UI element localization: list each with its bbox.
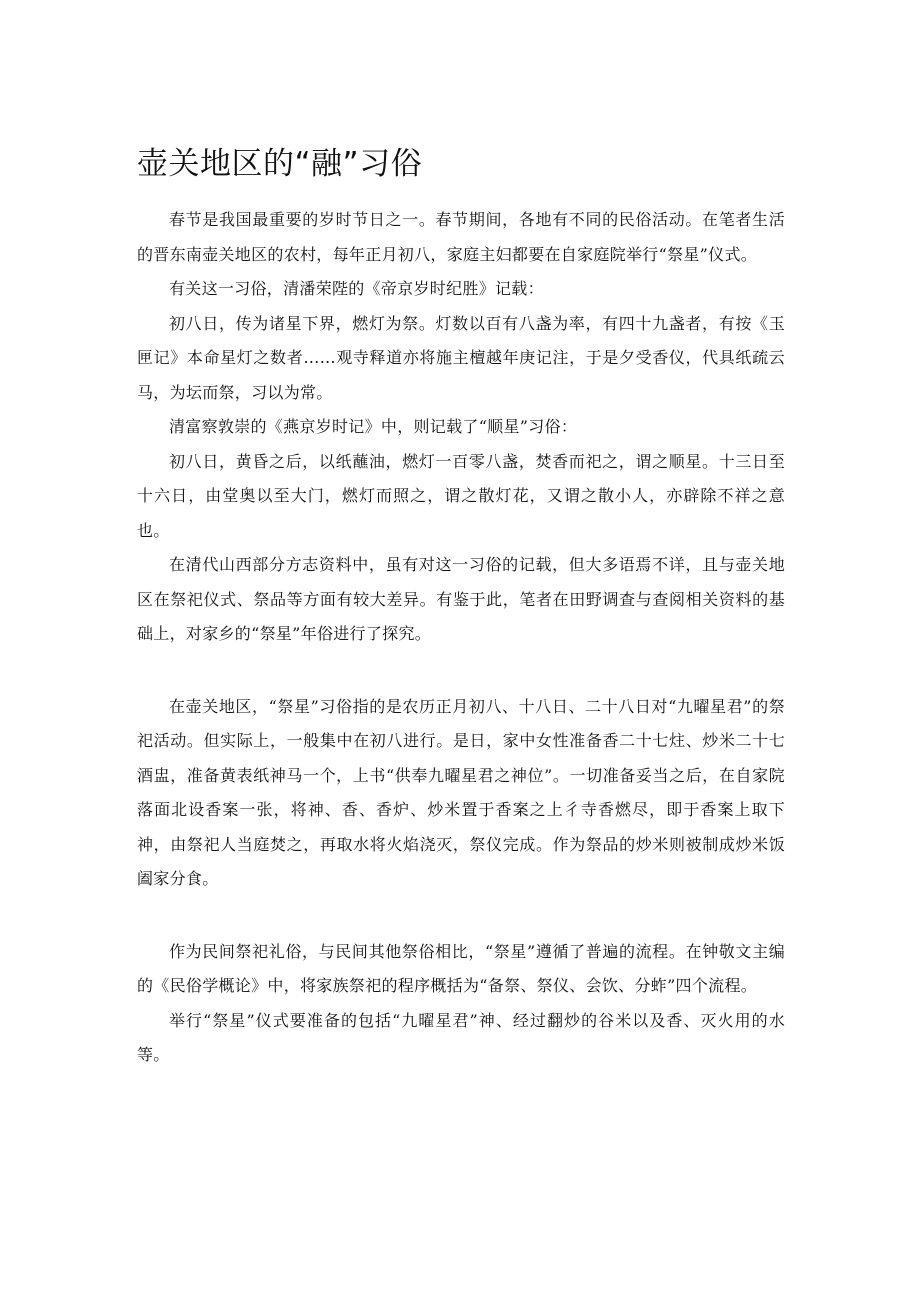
document-body — [137, 203, 785, 1073]
paragraph-4: 清富察敦崇的《燕京岁时记》中，则记载了“顺星”习俗： — [169, 417, 578, 436]
paragraph-1: 春节是我国最重要的岁时节日之一。春节期间，各地有不同的民俗活动。在笔者生活的晋东南壶关地区的农村，每年正月初八，家庭主妇都要在自家庭院举行“祭星”仪式。 — [137, 210, 785, 264]
section-gap — [137, 652, 785, 690]
paragraph-6: 在清代山西部分方志资料中，虽有对这一习俗的记载，但大多语焉不详，且与壶关地区在祭祀仪式、祭品等方面有较大差异。有鉴于此，笔者在田野调查与查阅相关资料的基础上，对家乡的“祭星”年俗进行了探究。 — [137, 555, 785, 643]
paragraph-2: 有关这一习俗，清潘荣陛的《帝京岁时纪胜》记载： — [169, 279, 544, 298]
document-title: 壶关地区的“融”习俗 — [137, 146, 423, 182]
paragraph-7: 在壶关地区，“祭星”习俗指的是农历正月初八、十八日、二十八日对“九曜星君”的祭祀活动。但实际上，一般集中在初八进行。是日，家中女性准备香二十七炷、炒米二十七酒盅，准备黄表纸神马一个，上书“供奉九曜星君之神位”。一切准备妥当之后，在自家院落面北设香案一张，将神、香、香炉、炒米置于香案之上彳寺香燃尽，即于香案上取下神，由祭祀人当庭焚之，再取水将火焰浇灭，祭仪完成。作为祭品的炒米则被制成炒米饭阖家分食。 — [137, 696, 785, 888]
paragraph-5-quote: 初八日，黄昏之后，以纸蘸油，燃灯一百零八盏，焚香而祀之，谓之顺星。十三日至十六日，由堂奥以至大门，燃灯而照之，谓之散灯花，又谓之散小人，亦辟除不祥之意也。 — [137, 451, 785, 540]
paragraph-3-quote: 初八日，传为诸星下界，燃灯为祭。灯数以百有八盏为率，有四十九盏者，有按《玉匣记》本命星灯之数者……观寺释道亦将施主檀越年庚记注，于是夕受香仪，代具纸疏云马，为坛而祭，习以为常。 — [137, 313, 785, 402]
section-gap — [137, 897, 785, 935]
paragraph-9: 举行“祭星”仪式要准备的包括“九曜星君”神、经过翻炒的谷米以及香、灭火用的水等。 — [137, 1010, 785, 1064]
paragraph-8: 作为民间祭祀礼俗，与民间其他祭俗相比，“祭星”遵循了普遍的流程。在钟敬文主编的《民俗学概论》中，将家族祭祀的程序概括为“备祭、祭仪、会饮、分蚱”四个流程。 — [137, 941, 785, 995]
